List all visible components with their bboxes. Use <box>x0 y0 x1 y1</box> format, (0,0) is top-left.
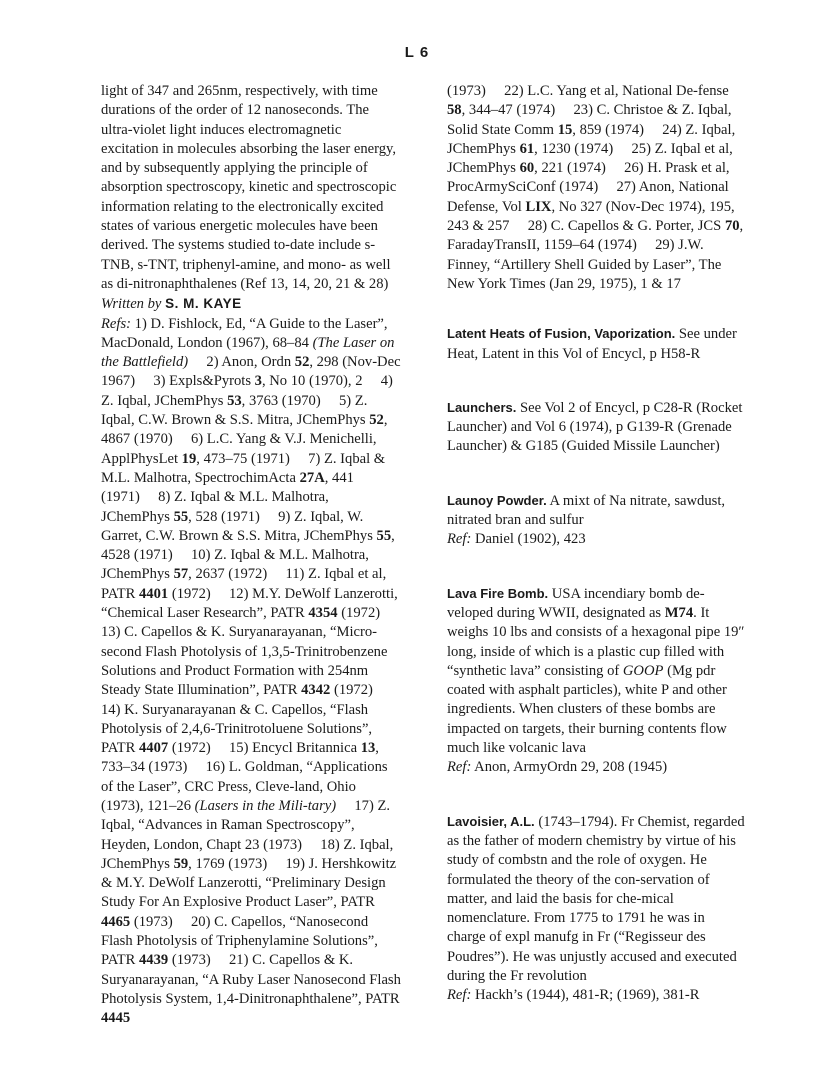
ref-text: (1972) <box>337 605 381 622</box>
page-number: L 6 <box>404 44 430 61</box>
ref-text: , 528 (1971) <box>188 508 260 525</box>
entry-launchers <box>447 398 747 457</box>
ref-text: 3) Expls&Pyrots <box>153 373 255 390</box>
ref-text: , 221 (1974) <box>534 160 606 177</box>
ref-volume: 55 <box>376 527 392 544</box>
ref-text: (1973) <box>130 913 173 930</box>
ref-text: 15) Encycl Britannica <box>229 740 361 757</box>
ref-text: 5) Z. Iqbal, C.W. Brown & S.S. Mitra, JChemPhys <box>101 392 370 429</box>
entry-ref <box>447 530 747 549</box>
byline-label: Written by <box>101 296 162 313</box>
entry-title: Launchers. <box>447 399 517 415</box>
entry-ref <box>447 986 747 1005</box>
reference-item <box>153 373 362 389</box>
entry-title: Lavoisier, A.L. <box>447 813 535 829</box>
ref-text: 8) Z. Iqbal & M.L. Malhotra, JChemPhys <box>101 489 329 525</box>
ref-text: 9) Z. Iqbal, W. Garret, C.W. Brown & S.S. Mitra, JChemPhys <box>101 508 377 544</box>
ref-text: , 473–75 (1971) <box>196 450 290 467</box>
ref-text: 19) J. Hershkowitz & M.Y. DeWolf Lanzerotti, “Preliminary Design Study For An Explosive Product Laser”, PATR <box>101 855 397 911</box>
ref-text: 16) L. Goldman, “Applications of the Laser”, CRC Press, Cleve-land, Ohio (1973), 121–26 <box>101 759 388 814</box>
ref-volume: LIX <box>525 198 552 215</box>
entry-body-end: (Mg pdr coated with asphalt particles), white P and other ingredients. When clusters of these bombs are impacted on targets, their burning contents flow much like volcanic lava <box>447 662 727 757</box>
ref-text: 1) D. Fishlock, Ed, “A Guide to the Laser”, MacDonald, London (1967), 68–84 <box>101 315 388 351</box>
ref-text: , 1230 (1974) <box>534 140 614 157</box>
ref-text: , 733–34 (1973) <box>101 740 379 776</box>
entry-title: Lava Fire Bomb. <box>447 585 549 601</box>
left-refs <box>101 316 401 1027</box>
ref-text: , 2637 (1972) <box>188 566 268 583</box>
ref-text: Anon, ArmyOrdn 29, 208 (1945) <box>474 759 668 776</box>
ref-text: 11) Z. Iqbal et al, PATR <box>101 566 387 602</box>
ref-text: , 859 (1974) <box>572 121 645 138</box>
entry-ref <box>447 758 747 777</box>
ref-text: 18) Z. Iqbal, JChemPhys <box>101 836 394 872</box>
ref-volume: 4465 <box>101 913 131 930</box>
entry-title: Latent Heats of Fusion, Vaporization. <box>447 326 676 342</box>
entry-body-cont: . It weighs 10 lbs and consists of a hexagonal pipe 19″ long, inside of which is a plastic cup filled with “synthetic lava” consisting of <box>447 604 745 679</box>
ref-volume: 60 <box>519 160 535 177</box>
ref-text: 24) Z. Iqbal, JChemPhys <box>447 121 736 157</box>
ref-label: Ref: <box>447 759 472 776</box>
entry-body: See Vol 2 of Encycl, p C28-R (Rocket Launcher) and Vol 6 (1974), p G139-R (Grenade Launcher) & G185 (Guided Missile Launcher) <box>447 399 743 455</box>
intro-paragraph: light of 347 and 265nm, respectively, with time durations of the order of 12 nanoseconds. The ultra-violet light induces electromagnetic excitation in molecules absorbing the laser energy, and by subsequently applying the principle of absorption spectroscopy, kinetic and spectroscopic information relating to the electronically excited states of various energetic molecules have been derived. The systems studied to-date include s-TNB, s-TNT, triphenyl-amine, and mono- as well as di-nitronaphthalenes (Ref 13, 14, 20, 21 & 28) <box>101 83 397 292</box>
entry-body: A mixt of Na nitrate, sawdust, nitrated bran and sulfur <box>447 492 726 529</box>
ref-text: 10) Z. Iqbal & M.L. Malhotra, JChemPhys <box>101 547 369 583</box>
ref-volume: 3 <box>254 373 262 390</box>
ref-text: 29) J.W. Finney, “Artillery Shell Guided by Laser”, The New York Times (Jan 29, 1975), 1 & 17 <box>447 237 722 292</box>
ref-volume: 15 <box>557 121 573 138</box>
ref-text: (1973) <box>168 952 211 969</box>
ref-text: (1972) <box>168 585 211 602</box>
entry-lavoisier <box>447 812 747 1006</box>
entry-body: USA incendiary bomb de-veloped during WWII, designated as <box>447 585 705 621</box>
entry-lava-fire-bomb <box>447 584 747 778</box>
ref-text: 7) Z. Iqbal & M.L. Malhotra, SpectrochimActa <box>101 450 386 486</box>
ref-text: , 1769 (1973) <box>188 855 268 872</box>
ref-text: 13) C. Capellos & K. Suryanarayanan, “Micro-second Flash Photolysis of 1,3,5-Trinitrobenzene Solutions and Product Formation with 254nm Steady State Illumination”, PATR <box>101 624 388 699</box>
entry-body: See under Heat, Latent in this Vol of Encycl, p H58-R <box>447 326 737 362</box>
ref-volume: 27A <box>299 469 325 486</box>
ref-text: 28) C. Capellos & G. Porter, JCS <box>527 218 725 235</box>
ref-text: , 441 (1971) <box>101 469 354 506</box>
references-list <box>101 315 401 1029</box>
refs-label: Refs: <box>101 315 131 332</box>
ref-text: 6) L.C. Yang & V.J. Menichelli, ApplPhysLet <box>101 431 377 467</box>
ref-volume: 59 <box>173 855 189 872</box>
ref-text: , 3763 (1970) <box>241 392 321 409</box>
ref-text: , 4867 (1970) <box>101 412 388 448</box>
ref-text: 27) Anon, National Defense, Vol <box>447 179 729 215</box>
reference-item <box>447 83 486 99</box>
ref-text: 20) C. Capellos, “Nanosecond Flash Photolysis of Triphenylamine Solutions”, PATR <box>101 913 378 969</box>
ref-text: Daniel (1902), 423 <box>474 531 586 548</box>
ref-text: Hackh’s (1944), 481-R; (1969), 381-R <box>474 987 700 1004</box>
ref-text: , 344–47 (1974) <box>461 102 556 119</box>
references-continued <box>447 82 747 294</box>
ref-text: , FaradayTransII, 1159–64 (1974) <box>447 218 744 254</box>
ref-text: (1972) <box>330 682 373 699</box>
byline <box>101 294 401 314</box>
ref-subtitle: (Lasers in the Mili-tary) <box>194 797 337 814</box>
right-column <box>447 82 747 1006</box>
ref-text: , No 10 (1970), 2 <box>261 373 363 390</box>
ref-volume: 58 <box>447 102 462 119</box>
ref-text: 23) C. Christoe & Z. Iqbal, Solid State Comm <box>447 102 732 138</box>
ref-volume: 4445 <box>101 1010 131 1027</box>
ref-volume: 61 <box>519 140 535 157</box>
ref-text: (1972) <box>168 740 211 757</box>
ref-text: , 298 (Nov-Dec 1967) <box>101 354 401 390</box>
ref-label: Ref: <box>447 531 472 548</box>
ref-volume: 4407 <box>139 740 169 757</box>
ref-text: 4) Z. Iqbal, JChemPhys <box>101 373 393 409</box>
ref-text: 22) L.C. Yang et al, National De-fense <box>504 83 729 99</box>
ref-text: 25) Z. Iqbal et al, JChemPhys <box>447 140 733 177</box>
ref-volume: 55 <box>173 508 189 525</box>
ref-volume: 4401 <box>139 585 169 602</box>
ref-volume: 4439 <box>139 952 169 969</box>
ref-volume: 4354 <box>308 605 338 622</box>
designation: M74 <box>664 604 694 621</box>
entry-title: Launoy Powder. <box>447 492 547 508</box>
ref-volume: 13 <box>360 740 376 757</box>
ref-text: 17) Z. Iqbal, “Advances in Raman Spectroscopy”, Heyden, London, Chapt 23 (1973) <box>101 797 391 853</box>
entry-body: (1743–1794). Fr Chemist, regarded as the father of modern chemistry by virtue of his study of combstn and the role of oxygen. He formulated the theory of the con-servation of matter, and laid the basis for che-mical nomenclature. From 1775 to 1791 he was in charge of expl manufg in Fr (“Regisseur des Poudres”). He was unjustly accused and executed during the Fr revolution <box>447 813 745 984</box>
ref-text: , 4528 (1971) <box>101 527 395 564</box>
ref-volume: 70 <box>724 218 740 235</box>
ref-text: 14) K. Suryanarayanan & C. Capellos, “Flash Photolysis of 2,4,6-Trinitrotoluene Solutions”, PATR <box>101 701 373 757</box>
ref-volume: 4342 <box>301 682 331 699</box>
entry-launoy-powder <box>447 491 747 550</box>
byline-author: S. M. KAYE <box>165 296 242 312</box>
ref-text: (1973) <box>447 83 486 99</box>
goop-term: GOOP <box>622 662 664 679</box>
ref-text: 2) Anon, Ordn <box>206 354 295 371</box>
left-column <box>101 82 401 1029</box>
ref-text: , No 327 (Nov-Dec 1974), 195, 243 & 257 <box>447 198 735 235</box>
ref-volume: 19 <box>181 450 197 467</box>
ref-subtitle: (The Laser on the Battlefield) <box>101 334 395 371</box>
reference-item <box>101 624 387 698</box>
ref-label: Ref: <box>447 987 472 1004</box>
ref-volume: 52 <box>369 412 384 429</box>
ref-text: 12) M.Y. DeWolf Lanzerotti, “Chemical Laser Research”, PATR <box>101 585 398 622</box>
entry-latent-heats <box>447 324 747 364</box>
ref-text: 26) H. Prask et al, ProcArmySciConf (1974) <box>447 160 730 196</box>
ref-volume: 57 <box>173 566 189 583</box>
ref-volume: 52 <box>294 354 310 371</box>
ref-volume: 53 <box>227 392 242 409</box>
ref-text: 21) C. Capellos & K. Suryanarayanan, “A Ruby Laser Nanosecond Flash Photolysis System, 1,4-Dinitronaphthalene”, PATR <box>101 952 401 1007</box>
